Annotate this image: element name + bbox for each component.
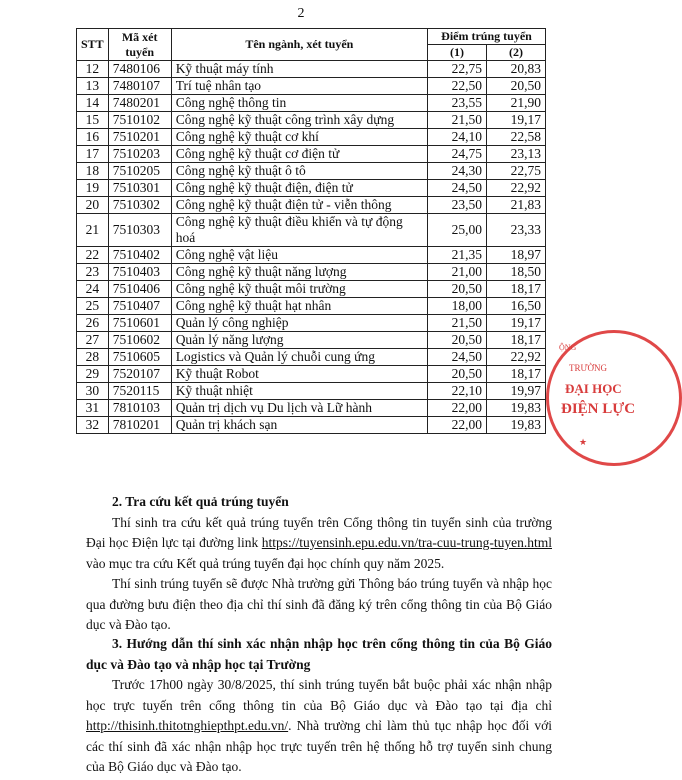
table-row <box>77 281 546 298</box>
row-name: Quản lý công nghiệp <box>171 315 427 332</box>
row-score-2: 20,50 <box>487 78 546 95</box>
table-row <box>77 180 546 197</box>
row-score-1: 20,50 <box>428 366 487 383</box>
row-code: 7510605 <box>108 349 171 366</box>
row-stt: 14 <box>77 95 109 112</box>
table-row <box>77 163 546 180</box>
header-score: Điểm trúng tuyển <box>428 29 546 45</box>
row-score-2: 22,92 <box>487 180 546 197</box>
row-score-2: 23,33 <box>487 214 546 247</box>
row-stt: 17 <box>77 146 109 163</box>
row-stt: 12 <box>77 61 109 78</box>
row-code: 7510601 <box>108 315 171 332</box>
row-score-1: 24,10 <box>428 129 487 146</box>
section-2-paragraph-2: Thí sinh trúng tuyển sẽ được Nhà trường gửi Thông báo trúng tuyển và nhập học qua đường bưu điện theo địa chỉ thí sinh đã đăng ký trên cổng thông tin của Bộ Giáo dục và Đào tạo. <box>86 576 552 632</box>
row-score-2: 19,17 <box>487 112 546 129</box>
row-code: 7510102 <box>108 112 171 129</box>
seal-text-3: ĐẠI HỌC <box>565 381 622 396</box>
row-code: 7510301 <box>108 180 171 197</box>
row-code: 7510203 <box>108 146 171 163</box>
section-3 <box>86 634 552 778</box>
header-col-1: (1) <box>428 45 487 61</box>
row-score-1: 21,50 <box>428 315 487 332</box>
row-code: 7520115 <box>108 383 171 400</box>
row-name: Công nghệ kỹ thuật cơ điện tử <box>171 146 427 163</box>
row-score-2: 19,97 <box>487 383 546 400</box>
row-stt: 16 <box>77 129 109 146</box>
row-score-2: 21,90 <box>487 95 546 112</box>
table-row <box>77 332 546 349</box>
admission-score-table <box>76 28 546 434</box>
row-score-2: 18,17 <box>487 281 546 298</box>
table-row <box>77 95 546 112</box>
row-score-1: 24,75 <box>428 146 487 163</box>
row-stt: 20 <box>77 197 109 214</box>
row-score-2: 18,97 <box>487 247 546 264</box>
row-score-1: 23,55 <box>428 95 487 112</box>
row-code: 7510302 <box>108 197 171 214</box>
row-score-1: 21,50 <box>428 112 487 129</box>
row-stt: 29 <box>77 366 109 383</box>
table-row <box>77 146 546 163</box>
table-row <box>77 78 546 95</box>
row-stt: 22 <box>77 247 109 264</box>
row-name: Công nghệ kỹ thuật điều khiển và tự động hoá <box>171 214 427 247</box>
row-name: Công nghệ kỹ thuật cơ khí <box>171 129 427 146</box>
row-stt: 15 <box>77 112 109 129</box>
university-seal <box>546 330 682 466</box>
row-code: 7480106 <box>108 61 171 78</box>
table-header-row <box>77 29 546 45</box>
section-3-text-a: Trước 17h00 ngày 30/8/2025, thí sinh trúng tuyển bắt buộc phải xác nhận nhập học trực tuyến trên cổng thông tin của Bộ Giáo dục và Đào tạo tại địa chỉ <box>86 677 552 713</box>
row-name: Công nghệ thông tin <box>171 95 427 112</box>
row-score-2: 22,58 <box>487 129 546 146</box>
row-name: Công nghệ kỹ thuật năng lượng <box>171 264 427 281</box>
row-name: Logistics và Quản lý chuỗi cung ứng <box>171 349 427 366</box>
row-score-1: 21,00 <box>428 264 487 281</box>
row-score-2: 22,92 <box>487 349 546 366</box>
seal-text-2: TRƯỜNG <box>569 363 607 373</box>
row-stt: 21 <box>77 214 109 247</box>
row-stt: 19 <box>77 180 109 197</box>
row-score-2: 16,50 <box>487 298 546 315</box>
row-score-2: 20,83 <box>487 61 546 78</box>
row-code: 7480201 <box>108 95 171 112</box>
row-code: 7480107 <box>108 78 171 95</box>
section-2-heading: 2. Tra cứu kết quả trúng tuyển <box>112 494 289 509</box>
results-lookup-link[interactable]: https://tuyensinh.epu.edu.vn/tra-cuu-trung-tuyen.html <box>261 535 552 550</box>
row-score-1: 20,50 <box>428 281 487 298</box>
table-row <box>77 417 546 434</box>
seal-text-1: ỘNG <box>559 343 577 352</box>
row-score-1: 24,50 <box>428 349 487 366</box>
row-score-2: 19,83 <box>487 417 546 434</box>
row-code: 7510303 <box>108 214 171 247</box>
row-code: 7810103 <box>108 400 171 417</box>
row-score-2: 19,83 <box>487 400 546 417</box>
seal-text-4: ĐIỆN LỰC <box>561 401 636 417</box>
row-code: 7510402 <box>108 247 171 264</box>
row-name: Kỹ thuật Robot <box>171 366 427 383</box>
row-score-2: 21,83 <box>487 197 546 214</box>
header-name: Tên ngành, xét tuyển <box>171 29 427 61</box>
row-name: Công nghệ kỹ thuật ô tô <box>171 163 427 180</box>
row-name: Công nghệ kỹ thuật hạt nhân <box>171 298 427 315</box>
row-score-1: 22,75 <box>428 61 487 78</box>
section-3-text-b: . Nhà trường chỉ làm thủ tục nhập học đối với các thí sinh đã xác nhận nhập học trực tuyến trên hệ thống hỗ trợ tuyển sinh chung của Bộ Giáo dục và Đào tạo. <box>86 718 552 774</box>
row-score-1: 23,50 <box>428 197 487 214</box>
table-body <box>77 61 546 434</box>
section-2 <box>86 492 552 636</box>
row-stt: 27 <box>77 332 109 349</box>
row-score-1: 22,10 <box>428 383 487 400</box>
header-col-2: (2) <box>487 45 546 61</box>
row-code: 7510406 <box>108 281 171 298</box>
row-name: Quản trị dịch vụ Du lịch và Lữ hành <box>171 400 427 417</box>
thisinh-portal-link[interactable]: http://thisinh.thitotnghiepthpt.edu.vn/ <box>86 718 289 733</box>
row-name: Công nghệ kỹ thuật điện, điện tử <box>171 180 427 197</box>
seal-star-icon: ★ <box>579 437 588 447</box>
row-score-2: 18,17 <box>487 366 546 383</box>
table-row <box>77 298 546 315</box>
page-number: 2 <box>297 6 305 21</box>
section-2-paragraph-1 <box>86 513 552 575</box>
row-score-2: 22,75 <box>487 163 546 180</box>
row-score-1: 22,00 <box>428 417 487 434</box>
row-stt: 18 <box>77 163 109 180</box>
header-stt: STT <box>77 29 109 61</box>
row-score-2: 23,13 <box>487 146 546 163</box>
row-score-2: 18,50 <box>487 264 546 281</box>
section-3-heading: 3. Hướng dẫn thí sinh xác nhận nhập học trên cổng thông tin của Bộ Giáo dục và Đào tạo và nhập học tại Trường <box>86 636 552 672</box>
table-row <box>77 129 546 146</box>
row-score-1: 25,00 <box>428 214 487 247</box>
row-code: 7520107 <box>108 366 171 383</box>
section-2-text-a: Thí sinh tra cứu kết quả trúng tuyển trên Cổng thông tin tuyển sinh của trường Đại học Điện lực tại đường link <box>86 514 552 550</box>
row-name: Kỹ thuật máy tính <box>171 61 427 78</box>
row-score-1: 24,50 <box>428 180 487 197</box>
row-code: 7510205 <box>108 163 171 180</box>
row-code: 7810201 <box>108 417 171 434</box>
row-stt: 30 <box>77 383 109 400</box>
table-row <box>77 197 546 214</box>
row-code: 7510407 <box>108 298 171 315</box>
row-stt: 24 <box>77 281 109 298</box>
row-score-1: 22,50 <box>428 78 487 95</box>
header-code: Mã xét tuyển <box>108 29 171 61</box>
table-row <box>77 366 546 383</box>
row-stt: 31 <box>77 400 109 417</box>
row-score-1: 24,30 <box>428 163 487 180</box>
row-name: Công nghệ kỹ thuật điện tử - viễn thông <box>171 197 427 214</box>
row-score-1: 22,00 <box>428 400 487 417</box>
row-code: 7510201 <box>108 129 171 146</box>
table-row <box>77 61 546 78</box>
row-score-1: 20,50 <box>428 332 487 349</box>
row-stt: 28 <box>77 349 109 366</box>
row-stt: 23 <box>77 264 109 281</box>
row-score-1: 18,00 <box>428 298 487 315</box>
row-stt: 32 <box>77 417 109 434</box>
row-name: Quản lý năng lượng <box>171 332 427 349</box>
row-score-2: 18,17 <box>487 332 546 349</box>
row-name: Trí tuệ nhân tạo <box>171 78 427 95</box>
row-name: Công nghệ kỹ thuật môi trường <box>171 281 427 298</box>
row-code: 7510403 <box>108 264 171 281</box>
row-name: Kỹ thuật nhiệt <box>171 383 427 400</box>
row-name: Công nghệ kỹ thuật công trình xây dựng <box>171 112 427 129</box>
table-row <box>77 214 546 247</box>
row-score-2: 19,17 <box>487 315 546 332</box>
row-stt: 13 <box>77 78 109 95</box>
table-row <box>77 383 546 400</box>
section-2-text-b: vào mục tra cứu Kết quả trúng tuyển đại học chính quy năm 2025. <box>86 555 445 571</box>
row-name: Công nghệ vật liệu <box>171 247 427 264</box>
row-stt: 25 <box>77 298 109 315</box>
table-row <box>77 315 546 332</box>
table-row <box>77 112 546 129</box>
row-stt: 26 <box>77 315 109 332</box>
table-row <box>77 247 546 264</box>
row-code: 7510602 <box>108 332 171 349</box>
row-score-1: 21,35 <box>428 247 487 264</box>
row-name: Quản trị khách sạn <box>171 417 427 434</box>
table-row <box>77 349 546 366</box>
section-3-paragraph-1 <box>86 675 552 778</box>
table-row <box>77 264 546 281</box>
table-row <box>77 400 546 417</box>
